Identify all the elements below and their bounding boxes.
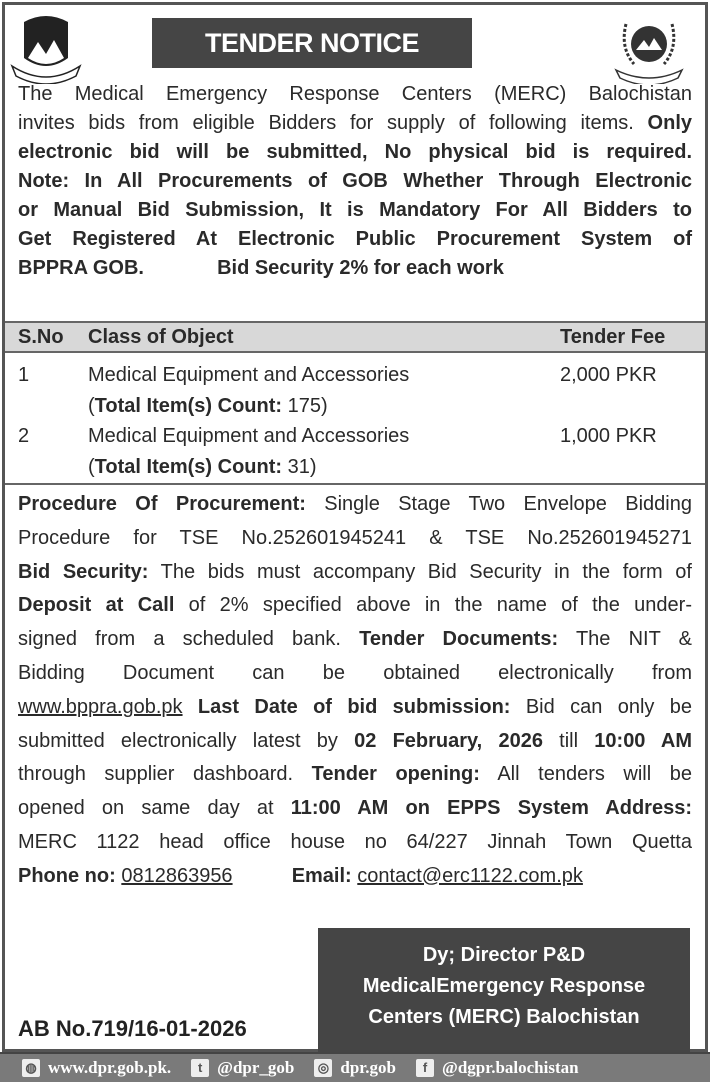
footer-bar [0,1052,710,1082]
text-segment: Procedure for TSE No.252601945241 & TSE No.252601945271 [18,526,692,549]
ad-number: AB No.719/16-01-2026 [18,1016,247,1041]
bid-security-text: Bid Security 2% for each work [217,257,504,279]
footer-twitter[interactable]: @dpr_gob [217,1058,295,1077]
email-label: Email: [291,864,352,887]
signature-block [318,928,690,1052]
text-line [18,196,692,225]
text-segment: Note: In All Procurements of GOB Whether Through Electronic [18,170,692,192]
text-segment: Procedure Of Procurement: [18,493,306,515]
instagram-icon: ◎ [314,1059,332,1077]
text-line [18,522,692,556]
phone-number[interactable]: 0812863956 [121,864,233,887]
text-line [18,167,692,196]
text-segment: submitted electronically latest by [18,729,355,752]
text-line [18,691,692,725]
email-link[interactable]: contact@erc1122.com.pk [357,864,583,887]
page-title: TENDER NOTICE [152,18,472,68]
text-segment: Deposit at Call [18,594,175,617]
text-segment: All tenders will be [479,763,693,786]
row-fee: 2,000 PKR [560,364,657,386]
text-segment: electronic bid will be submitted, No physical bid is required. [18,141,692,163]
balochistan-emblem-right [604,14,694,84]
text-segment: The Medical Emergency Response Centers (MERC) Balochistan [18,83,692,105]
footer-website[interactable]: www.dpr.gob.pk. [48,1058,172,1077]
facebook-icon: f [416,1059,434,1077]
text-line [18,225,692,254]
row-count: (Total Item(s) Count: 175) [88,395,328,417]
text-segment: 10:00 AM [594,729,693,752]
row-fee: 1,000 PKR [560,425,657,447]
row-sno: 2 [18,425,30,447]
signature-line: Dy; Director P&D [422,944,586,966]
bppra-text: BPPRA GOB. [18,257,144,279]
table-row [5,422,705,451]
text-segment: Get Registered At Electronic Public Procurement System of [18,228,692,250]
text-segment [183,696,198,718]
row-sno: 1 [18,364,30,386]
table-row-count [5,453,705,482]
text-segment: Tender opening: [311,763,480,786]
text-segment: Tender Documents: [359,628,559,651]
footer-facebook[interactable]: @dgpr.balochistan [442,1058,579,1077]
intro-paragraph [18,80,692,283]
text-line [18,138,692,167]
text-segment: Single Stage Two Envelope Bidding [305,493,692,515]
text-segment: Bidding Document can be obtained electronically from [18,661,692,684]
text-segment: Bid Security: [18,560,149,583]
text-segment: till [542,729,595,752]
text-line [18,556,692,590]
text-segment: signed from a scheduled bank. [18,628,360,651]
text-line [18,488,692,522]
balochistan-emblem-left [10,14,82,84]
text-line [18,725,692,759]
text-segment: Bid can only be [510,695,692,718]
contact-line [18,860,692,894]
header-tender-fee: Tender Fee [560,326,666,348]
link[interactable]: www.bppra.gob.pk [18,695,183,718]
text-segment: MERC 1122 head office house no 64/227 Jinnah Town Quetta [18,830,692,853]
footer-instagram[interactable]: dpr.gob [340,1058,396,1077]
text-segment: through supplier dashboard. [18,763,312,786]
text-segment: The bids must accompany Bid Security in the form of [148,560,692,583]
text-segment: opened on same day at [18,797,291,820]
phone-label: Phone no: [18,864,116,887]
text-segment: The NIT & [558,628,693,651]
row-item: Medical Equipment and Accessories [88,364,410,386]
intro-last-line [18,254,692,283]
text-line [18,657,692,691]
row-count: (Total Item(s) Count: 31) [88,456,317,478]
table-row-count [5,392,705,421]
table-row [5,361,705,390]
text-segment: 11:00 AM on EPPS System Address: [290,797,692,820]
text-line [18,792,692,826]
text-segment: Last Date of bid submission: [197,695,511,718]
signature-line: Centers (MERC) Balochistan [368,1006,640,1028]
header-sno: S.No [18,326,64,348]
text-segment: 02 February, 2026 [354,729,543,752]
twitter-icon: t [191,1059,209,1077]
globe-icon: ◍ [22,1059,40,1077]
table-header [5,321,705,353]
text-line [18,758,692,792]
text-line [18,109,692,138]
table-divider [5,483,705,485]
text-line [18,826,692,860]
row-item: Medical Equipment and Accessories [88,425,410,447]
signature-line: MedicalEmergency Response [362,975,646,997]
header-class-of-object: Class of Object [88,326,234,348]
text-line [18,80,692,109]
text-segment: invites bids from eligible Bidders for supply of following items. [18,112,648,134]
text-line [18,623,692,657]
text-segment: of 2% specified above in the name of the under- [174,594,692,617]
text-segment: or Manual Bid Submission, It is Mandatory For All Bidders to [18,199,692,221]
text-segment: Only [647,112,692,134]
details-paragraph [18,488,692,894]
text-line [18,589,692,623]
